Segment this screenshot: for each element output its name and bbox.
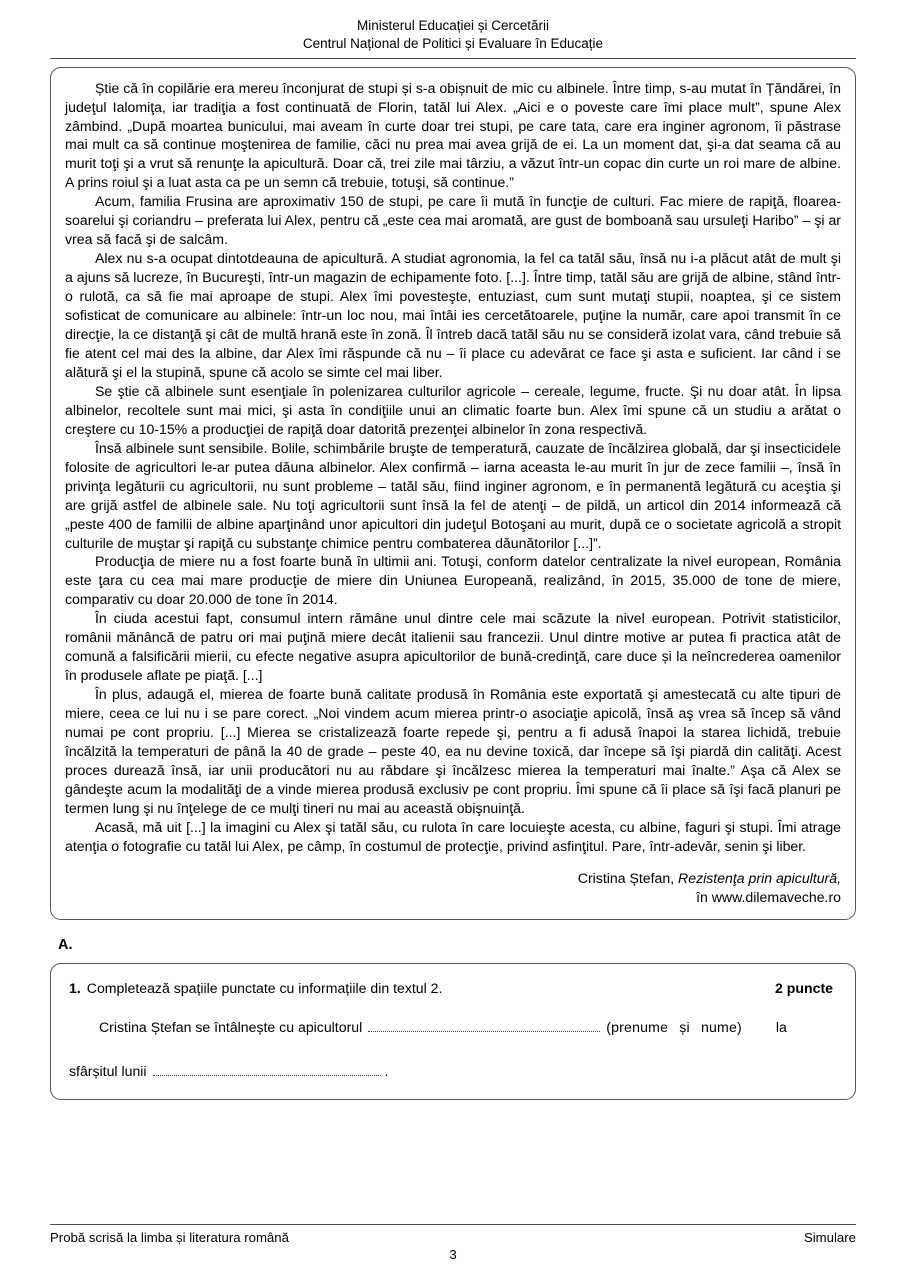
text-paragraph: În plus, adaugă el, mierea de foarte bună calitate produsă în România este exportată şi amestecată cu alte tipuri de miere, ceea ce lui nu i se pare corect. „Noi vindem acum mierea printr-o asociaţie apicolă, însă aş vrea să încep să vând numai pe cont propriu. [...] Mierea se cristalizează foarte repede şi, pentru a fi adusă înapoi la starea lichidă, trebuie încălzită la temperaturi de până la 40 de grade – peste 40, ea nu devine toxică, dar începe să îşi piardă din calităţi. Acest proces durează însă, iar unii producători nu au răbdare şi încălzesc mierea la temperaturi mai înalte.” Aşa că Alex se gândeşte acum la modalităţi de a vinde mierea produsă exclusiv pe cont propriu. Îmi spune că îi place să îşi facă planuri pe termen lung şi nu înţelege de ce mulţi tineri nu mai au această obişnuinţă.	[65, 686, 841, 816]
fill-in-blank-name[interactable]	[368, 1021, 600, 1032]
fill-line-2-period: .	[384, 1062, 389, 1079]
exercise-prompt-group	[69, 980, 442, 996]
text-paragraph: Însă albinele sunt sensibile. Bolile, schimbările bruşte de temperatură, cauzate de încălzirea globală, dar şi insecticidele folosite de agricultori le-ar putea dăuna albinelor. Alex confirmă – iarna aceasta le-au murit în jur de zece familii –, însă în privinţa legăturii cu agricultorii, nu sunt probleme – tatăl său, fiind inginer agronom, e în permanentă legătură cu aceştia şi are grijă astfel de albinele sale. Nu toţi agricultorii sunt însă la fel de atenţi – de pildă, un articol din 2014 informează că „peste 400 de familii de albine aparţinând unor apicultori din judeţul Botoşani au murit, după ce o societate agricolă a stropit culturile de muştar şi rapiţă cu substanţe chimice pentru combaterea dăunătorilor [...]”.	[65, 439, 841, 551]
text-paragraph: Alex nu s-a ocupat dintotdeauna de apicultură. A studiat agronomia, la fel ca tatăl său, însă nu i-a plăcut atât de mult şi a ajuns să lucreze, în Bucureşti, într-un magazin de echipamente foto. [...]. Între timp, tatăl său are grijă de albine, stând într-o rulotă, ca să fie mai aproape de stupi. Alex îmi povesteşte, entuziast, cum sunt mutaţi stupii, noaptea, şi ce sistem sofisticat de comunicare au albinele: într-un loc nou, mai întâi ies cercetătoarele, puţine la număr, care apoi transmit în ce direcţie, la ce distanţă şi cât de multă hrană este în zonă. Îl întreb dacă tatăl său nu se consideră izolat vara, când trebuie să fie atent cel mai des la albine, dar Alex îmi răspunde că nu – îi place cu adevărat ce face şi asta e suficient. Iar când i se alătură şi el la stupină, spune că acolo se simte cel mai liber.	[65, 250, 841, 380]
attribution-author: Cristina Ștefan,	[577, 869, 679, 886]
text-paragraph: Acum, familia Frusina are aproximativ 150 de stupi, pe care îi mută în funcţie de culturi. Fac miere de rapiţă, floarea-soarelui şi coriandru – preferata lui Alex, pentru că „este cea mai aromată, are gust de bomboană sau ursuleţi Haribo” – şi ar vrea să facă şi de salcâm.	[65, 193, 841, 248]
header-divider	[50, 58, 856, 59]
footer-exam-label: Probă scrisă la limba și literatura română	[50, 1230, 289, 1245]
attribution-work-title: Rezistenţa prin apicultură,	[678, 869, 841, 886]
footer-session-label: Simulare	[803, 1230, 856, 1245]
ministry-line: Ministerul Educației și Cercetării	[356, 18, 550, 33]
text-paragraph: Acasă, mă uit [...] la imagini cu Alex şi tatăl său, cu rulota în care locuieşte acesta, cu albine, faguri şi stupi. Îmi atrage atenţia o fotografie cu tatăl lui Alex, pe câmp, în costumul de protecţie, privind asfinţitul. Pare, într-adevăr, senin şi liber.	[65, 818, 841, 854]
fill-in-line-2	[69, 1062, 837, 1081]
fill-in-blank-month[interactable]	[153, 1065, 381, 1076]
text-paragraph: Știe că în copilărie era mereu înconjurat de stupi și s-a obișnuit de mic cu albinele. Între timp, s-au mutat în Țăndărei, în judeţul Ialomiţa, iar tradiţia a fost continuată de Florin, tatăl lui Alex. „Aici e o poveste care îmi place mult”, spune Alex zâmbind. „După moartea bunicului, mai aveam în curte doar trei stupi, pe care tata, care era inginer agronom, îi păstrase mai mult ca să continue moştenirea de familie, căci nu prea mai avea grijă de ei. La un moment dat, şi-a dat seama că au murit toţi şi a vrut să renunţe la apicultură. Doar că, trei zile mai târziu, a văzut într-un copac din curte un roi mare de albine. A prins roiul şi a luat asta ca pe un semn că trebuie, totuşi, să continue.”	[65, 79, 841, 191]
exercise-body	[69, 1018, 837, 1081]
source-attribution	[65, 869, 841, 907]
reading-text-box	[50, 67, 856, 920]
text-paragraph: Se ştie că albinele sunt esenţiale în polenizarea culturilor agricole – cereale, legume, fructe. Şi nu doar atât. În lipsa albinelor, recoltele sunt mai mici, şi asta în condiţiile unui an climatic foarte bun. Alex îmi spune că un studiu a arătat o creştere cu 10-15% a producţiei de rapiţă doar datorită prezenţei albinelor în zona respectivă.	[65, 382, 841, 437]
footer-row	[50, 1225, 856, 1245]
attribution-source: în www.dilemaveche.ro	[696, 888, 841, 905]
fill-line-1-hint: (prenume și nume)	[606, 1018, 742, 1035]
attribution-author-line	[65, 869, 841, 888]
document-header	[50, 0, 856, 53]
exercise-points: 2 puncte	[775, 979, 833, 996]
center-line: Centrul Național de Politici și Evaluare în Educație	[302, 35, 604, 51]
exercise-prompt: Completează spațiile punctate cu informațiile din textul 2.	[86, 979, 443, 996]
text-paragraph: În ciuda acestui fapt, consumul intern rămâne unul dintre cele mai scăzute la nivel european. Potrivit statisticilor, românii mănâncă de patru ori mai puţină miere decât italienii sau francezii. Unul dintre motive ar putea fi practica atât de comună a falsificării mierii, cu efecte negative asupra apicultorilor de bună-credinţă, care duce și la neîncrederea oamenilor în produsele aflate pe piaţă. [...]	[65, 610, 841, 684]
exercise-header	[69, 980, 837, 996]
fill-line-2-lead-in: sfârșitul lunii	[69, 1062, 147, 1079]
section-letter: A.	[58, 936, 73, 953]
fill-line-1-trailing: la	[775, 1018, 787, 1035]
exercise-box	[50, 963, 856, 1100]
document-footer	[50, 1224, 856, 1262]
fill-line-1-lead-in: Cristina Ștefan se întâlnește cu apicultorul	[99, 1018, 363, 1035]
fill-in-line-1	[69, 1018, 837, 1037]
page-number: 3	[449, 1247, 457, 1262]
exercise-number: 1.	[69, 979, 81, 996]
text-paragraph: Producţia de miere nu a fost foarte bună în ultimii ani. Totuşi, conform datelor centralizate la nivel european, România este ţara cu cea mai mare producţie de miere din Uniunea Europeană, realizând, în 2015, 35.000 de tone de miere, comparativ cu doar 20.000 de tone în 2014.	[65, 553, 841, 608]
